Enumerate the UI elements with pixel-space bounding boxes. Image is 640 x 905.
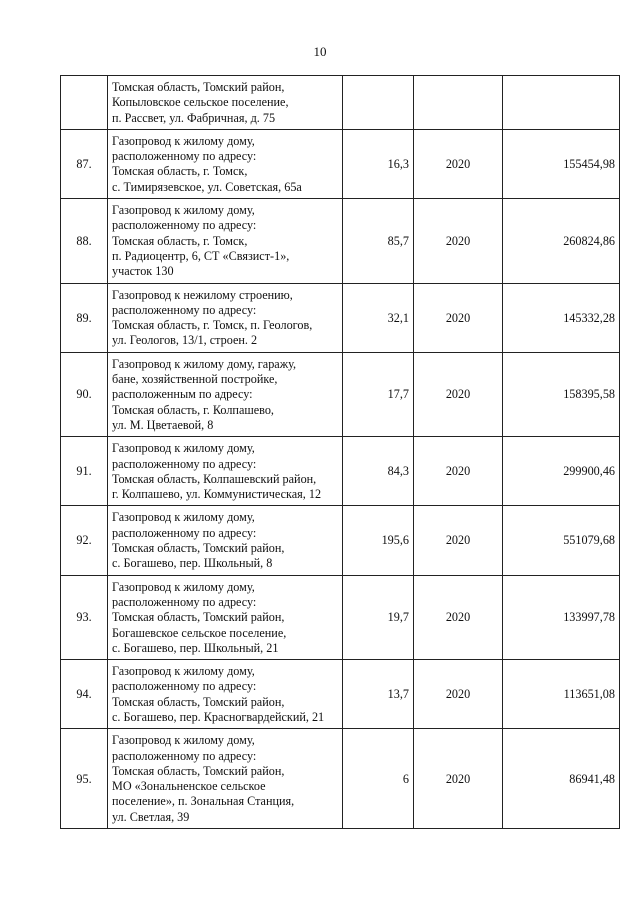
table-row bbox=[61, 199, 620, 283]
row-number: 92. bbox=[61, 506, 108, 575]
description-line: ул. Геологов, 13/1, строен. 2 bbox=[112, 333, 258, 348]
table-row bbox=[61, 352, 620, 436]
commission-year: 2020 bbox=[414, 129, 503, 198]
description-line: с. Богашево, пер. Школьный, 8 bbox=[112, 556, 273, 571]
object-description bbox=[108, 575, 343, 659]
table-row bbox=[61, 575, 620, 659]
description-line: Газопровод к жилому дому, гаражу, bbox=[112, 356, 297, 371]
description-line: расположенному по адресу: bbox=[112, 594, 257, 609]
pipeline-length: 13,7 bbox=[343, 660, 414, 729]
row-number: 91. bbox=[61, 437, 108, 506]
pipeline-length: 19,7 bbox=[343, 575, 414, 659]
object-description bbox=[108, 283, 343, 352]
commission-year: 2020 bbox=[414, 729, 503, 829]
description-line: Богашевское сельское поселение, bbox=[112, 625, 287, 640]
description-line: расположенному по адресу: bbox=[112, 218, 257, 233]
object-description bbox=[108, 129, 343, 198]
pipeline-length: 84,3 bbox=[343, 437, 414, 506]
description-line: Томская область, г. Томск, bbox=[112, 164, 248, 179]
description-line: Томская область, Томский район, bbox=[112, 80, 285, 94]
description-line: Томская область, г. Томск, п. Геологов, bbox=[112, 318, 313, 333]
row-number: 95. bbox=[61, 729, 108, 829]
description-line: Томская область, Томский район, bbox=[112, 610, 285, 625]
table-row bbox=[61, 76, 620, 130]
pipeline-length: 16,3 bbox=[343, 129, 414, 198]
commission-year: 2020 bbox=[414, 506, 503, 575]
description-line: Копыловское сельское поселение, bbox=[112, 95, 289, 110]
description-line: п. Рассвет, ул. Фабричная, д. 75 bbox=[112, 110, 276, 125]
page-number: 10 bbox=[313, 44, 327, 59]
cost-value bbox=[503, 76, 620, 130]
pipeline-length bbox=[343, 76, 414, 130]
commission-year: 2020 bbox=[414, 437, 503, 506]
row-number: 87. bbox=[61, 129, 108, 198]
gas-pipeline-table bbox=[60, 75, 620, 829]
description-line: бане, хозяйственной постройке, bbox=[112, 372, 278, 387]
cost-value: 155454,98 bbox=[503, 129, 620, 198]
row-number bbox=[61, 76, 108, 130]
row-number: 90. bbox=[61, 352, 108, 436]
table-row bbox=[61, 283, 620, 352]
description-line: расположенному по адресу: bbox=[112, 748, 257, 763]
pipeline-length: 85,7 bbox=[343, 199, 414, 283]
cost-value: 551079,68 bbox=[503, 506, 620, 575]
description-line: Газопровод к жилому дому, bbox=[112, 579, 255, 594]
commission-year: 2020 bbox=[414, 352, 503, 436]
commission-year: 2020 bbox=[414, 575, 503, 659]
description-line: расположенному по адресу: bbox=[112, 525, 257, 540]
table-row bbox=[61, 129, 620, 198]
cost-value: 86941,48 bbox=[503, 729, 620, 829]
description-line: Томская область, Колпашевский район, bbox=[112, 471, 317, 486]
description-line: Томская область, Томский район, bbox=[112, 763, 285, 778]
pipeline-length: 32,1 bbox=[343, 283, 414, 352]
commission-year: 2020 bbox=[414, 199, 503, 283]
cost-value: 113651,08 bbox=[503, 660, 620, 729]
description-line: Газопровод к жилому дому, bbox=[112, 441, 255, 456]
description-line: расположенному по адресу: bbox=[112, 149, 257, 164]
description-line: Газопровод к жилому дому, bbox=[112, 664, 255, 679]
table-body bbox=[61, 76, 620, 829]
row-number: 93. bbox=[61, 575, 108, 659]
description-line: ул. М. Цветаевой, 8 bbox=[112, 417, 214, 432]
row-number: 88. bbox=[61, 199, 108, 283]
description-line: Томская область, Томский район, bbox=[112, 694, 285, 709]
row-number: 89. bbox=[61, 283, 108, 352]
object-description bbox=[108, 76, 343, 130]
description-line: расположенному по адресу: bbox=[112, 302, 257, 317]
table-row bbox=[61, 660, 620, 729]
description-line: с. Богашево, пер. Школьный, 21 bbox=[112, 640, 279, 655]
cost-value: 299900,46 bbox=[503, 437, 620, 506]
object-description bbox=[108, 506, 343, 575]
description-line: расположенным по адресу: bbox=[112, 387, 253, 402]
description-line: Газопровод к жилому дому, bbox=[112, 510, 255, 525]
object-description bbox=[108, 729, 343, 829]
description-line: Газопровод к нежилому строению, bbox=[112, 287, 293, 302]
description-line: ул. Светлая, 39 bbox=[112, 809, 190, 824]
cost-value: 133997,78 bbox=[503, 575, 620, 659]
description-line: расположенному по адресу: bbox=[112, 456, 257, 471]
table-row bbox=[61, 506, 620, 575]
object-description bbox=[108, 352, 343, 436]
commission-year: 2020 bbox=[414, 660, 503, 729]
object-description bbox=[108, 660, 343, 729]
description-line: Газопровод к жилому дому, bbox=[112, 133, 255, 148]
pipeline-length: 195,6 bbox=[343, 506, 414, 575]
description-line: МО «Зональненское сельское bbox=[112, 779, 266, 794]
description-line: п. Радиоцентр, 6, СТ «Связист-1», bbox=[112, 248, 290, 263]
description-line: Томская область, г. Томск, bbox=[112, 233, 248, 248]
description-line: г. Колпашево, ул. Коммунистическая, 12 bbox=[112, 487, 322, 502]
description-line: расположенному по адресу: bbox=[112, 679, 257, 694]
object-description bbox=[108, 199, 343, 283]
description-line: с. Тимирязевское, ул. Советская, 65а bbox=[112, 179, 302, 194]
row-number: 94. bbox=[61, 660, 108, 729]
commission-year bbox=[414, 76, 503, 130]
description-line: участок 130 bbox=[112, 264, 174, 279]
cost-value: 260824,86 bbox=[503, 199, 620, 283]
table-row bbox=[61, 729, 620, 829]
description-line: Газопровод к жилому дому, bbox=[112, 203, 255, 218]
object-description bbox=[108, 437, 343, 506]
description-line: Газопровод к жилому дому, bbox=[112, 733, 255, 748]
table-row bbox=[61, 437, 620, 506]
pipeline-length: 6 bbox=[343, 729, 414, 829]
pipeline-length: 17,7 bbox=[343, 352, 414, 436]
cost-value: 145332,28 bbox=[503, 283, 620, 352]
description-line: Томская область, г. Колпашево, bbox=[112, 402, 274, 417]
commission-year: 2020 bbox=[414, 283, 503, 352]
description-line: поселение», п. Зональная Станция, bbox=[112, 794, 295, 809]
description-line: Томская область, Томский район, bbox=[112, 541, 285, 556]
cost-value: 158395,58 bbox=[503, 352, 620, 436]
description-line: с. Богашево, пер. Красногвардейский, 21 bbox=[112, 709, 325, 724]
